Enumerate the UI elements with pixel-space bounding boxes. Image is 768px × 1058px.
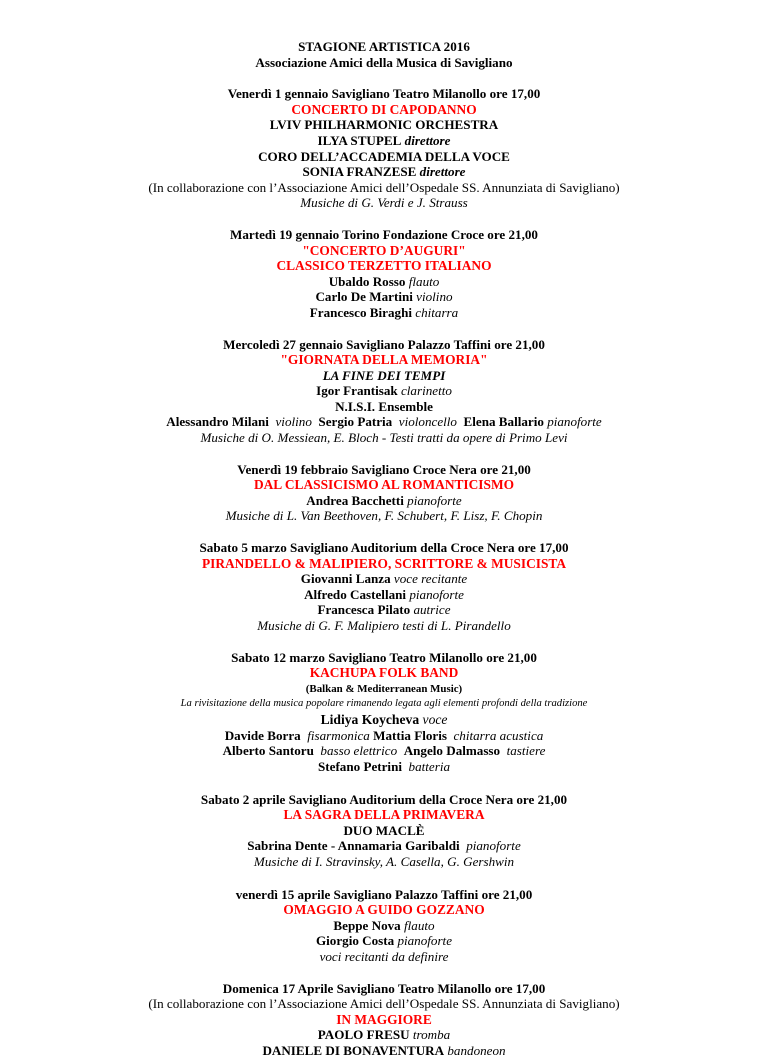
event-title: KACHUPA FOLK BAND	[0, 665, 768, 681]
event-date: venerdì 15 aprile Savigliano Palazzo Taffini ore 21,00	[0, 887, 768, 903]
event-title: OMAGGIO A GUIDO GOZZANO	[0, 902, 768, 918]
event-date: Martedì 19 gennaio Torino Fondazione Croce ore 21,00	[0, 227, 768, 243]
event-music: Musiche di O. Messiean, E. Bloch - Testi tratti da opere di Primo Levi	[0, 430, 768, 446]
event-note: (In collaborazione con l’Associazione Amici dell’Ospedale SS. Annunziata di Savigliano)	[0, 180, 768, 196]
performer-line: SONIA FRANZESE direttore	[0, 164, 768, 180]
event-date: Venerdì 19 febbraio Savigliano Croce Nera ore 21,00	[0, 462, 768, 478]
event-music: Musiche di L. Van Beethoven, F. Schubert, F. Lisz, F. Chopin	[0, 508, 768, 524]
performer-line: ILYA STUPEL direttore	[0, 133, 768, 149]
event-subtitle: LA FINE DEI TEMPI	[0, 368, 768, 384]
performer-line: Beppe Nova flauto	[0, 918, 768, 934]
performer-line: Francesco Biraghi chitarra	[0, 305, 768, 321]
performer-line: Alessandro Milani violino Sergio Patria violoncello Elena Ballario pianoforte	[0, 414, 768, 430]
season-title: STAGIONE ARTISTICA 2016	[0, 39, 768, 55]
performer-line: DANIELE DI BONAVENTURA bandoneon	[0, 1043, 768, 1058]
duo-name: DUO MACLÈ	[0, 823, 768, 839]
event-genre: (Balkan & Mediterranean Music)	[0, 681, 768, 697]
event-music: Musiche di I. Stravinsky, A. Casella, G. Gershwin	[0, 854, 768, 870]
performer-orchestra: LVIV PHILHARMONIC ORCHESTRA	[0, 117, 768, 133]
performer-line: Alberto Santoru basso elettrico Angelo Dalmasso tastiere	[0, 743, 768, 759]
event-title: IN MAGGIORE	[0, 1012, 768, 1028]
performer-line: Davide Borra fisarmonica Mattia Floris chitarra acustica	[0, 728, 768, 744]
performer-line: Andrea Bacchetti pianoforte	[0, 493, 768, 509]
performer-line: Carlo De Martini violino	[0, 289, 768, 305]
event-auguri	[0, 227, 768, 321]
event-capodanno	[0, 86, 768, 211]
event-gozzano	[0, 887, 768, 965]
event-title: "CONCERTO D’AUGURI"	[0, 243, 768, 259]
event-kachupa	[0, 650, 768, 775]
event-date: Sabato 5 marzo Savigliano Auditorium della Croce Nera ore 17,00	[0, 540, 768, 556]
performer-line: Giovanni Lanza voce recitante	[0, 571, 768, 587]
ensemble-name: N.I.S.I. Ensemble	[0, 399, 768, 415]
event-description: La rivisitazione della musica popolare rimanendo legata agli elementi profondi della tradizione	[0, 697, 768, 711]
event-date: Mercoledì 27 gennaio Savigliano Palazzo Taffini ore 21,00	[0, 337, 768, 353]
organizer: Associazione Amici della Musica di Savigliano	[0, 55, 768, 71]
event-primavera	[0, 792, 768, 870]
event-pirandello	[0, 540, 768, 634]
event-date: Sabato 2 aprile Savigliano Auditorium della Croce Nera ore 21,00	[0, 792, 768, 808]
event-note: (In collaborazione con l’Associazione Amici dell’Ospedale SS. Annunziata di Savigliano)	[0, 996, 768, 1012]
event-title: CONCERTO DI CAPODANNO	[0, 102, 768, 118]
event-in-maggiore	[0, 981, 768, 1058]
event-memoria	[0, 337, 768, 446]
event-voices: voci recitanti da definire	[0, 949, 768, 965]
event-title: LA SAGRA DELLA PRIMAVERA	[0, 807, 768, 823]
event-music: Musiche di G. F. Malipiero testi di L. Pirandello	[0, 618, 768, 634]
event-title: "GIORNATA DELLA MEMORIA"	[0, 352, 768, 368]
event-music: Musiche di G. Verdi e J. Strauss	[0, 195, 768, 211]
performer-line: PAOLO FRESU tromba	[0, 1027, 768, 1043]
performer-line: Francesca Pilato autrice	[0, 602, 768, 618]
event-date: Domenica 17 Aprile Savigliano Teatro Milanollo ore 17,00	[0, 981, 768, 997]
performer-line: Stefano Petrini batteria	[0, 759, 768, 775]
performer-line: Sabrina Dente - Annamaria Garibaldi pianoforte	[0, 838, 768, 854]
event-title: PIRANDELLO & MALIPIERO, SCRITTORE & MUSICISTA	[0, 556, 768, 572]
event-date: Venerdì 1 gennaio Savigliano Teatro Milanollo ore 17,00	[0, 86, 768, 102]
performer-line: Giorgio Costa pianoforte	[0, 933, 768, 949]
performer-line: Lidiya Koycheva voce	[0, 711, 768, 728]
performer-choir: CORO DELL’ACCADEMIA DELLA VOCE	[0, 149, 768, 165]
performer-line: Igor Frantisak clarinetto	[0, 383, 768, 399]
performer-line: Alfredo Castellani pianoforte	[0, 587, 768, 603]
event-date: Sabato 12 marzo Savigliano Teatro Milanollo ore 21,00	[0, 650, 768, 666]
event-subtitle: CLASSICO TERZETTO ITALIANO	[0, 258, 768, 274]
event-romanticismo	[0, 462, 768, 524]
event-title: DAL CLASSICISMO AL ROMANTICISMO	[0, 477, 768, 493]
performer-line: Ubaldo Rosso flauto	[0, 274, 768, 290]
